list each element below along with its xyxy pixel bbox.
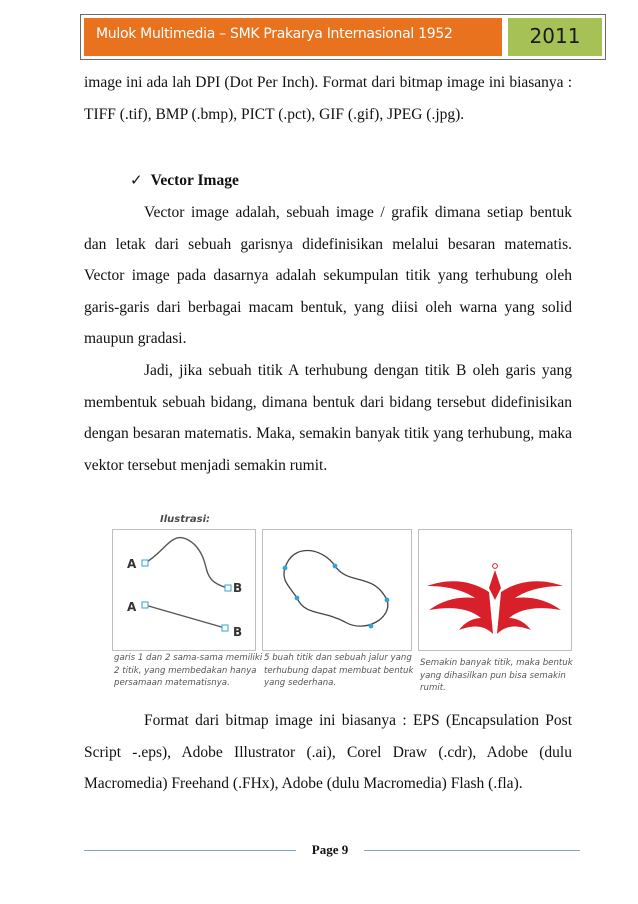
- caption-panel-lines: [114, 652, 274, 690]
- caption-line: 2 titik, yang membedakan hanya: [114, 665, 257, 676]
- caption-line: yang dihasilkan pun bisa semakin: [420, 670, 566, 681]
- caption-line: persamaan matematisnya.: [114, 678, 230, 688]
- paragraph-vector-points: Jadi, jika sebuah titik A terhubung dengan titik B oleh garis yang membentuk sebuah bidang, dimana bentuk dari bidang tersebut didefinisikan dengan besaran matematis. Maka, semakin banyak titik yang terhubung, maka vektor tersebut menjadi semakin rumit.: [84, 362, 572, 474]
- header-year: 2011: [529, 24, 581, 48]
- caption-line: 5 buah titik dan sebuah jalur yang: [264, 653, 412, 663]
- illustration-label: Ilustrasi:: [160, 514, 211, 525]
- caption-line: rumit.: [420, 683, 446, 693]
- illustration-panel-logo: [418, 529, 572, 651]
- winged-logo-figure: [419, 530, 571, 650]
- paragraph-vector-definition: Vector image adalah, sebuah image / grafik dimana setiap bentuk dan letak dari sebuah garisnya didefinisikan melalui besaran matematis. Vector image pada dasarnya adalah sekumpulan titik yang terhubung oleh garis-garis dari berbagai macam bentuk, yang diisi oleh warna yang solid maupun gradasi.: [84, 204, 572, 347]
- point-b-top: B: [233, 581, 243, 595]
- paragraph-vector-formats: Format dari bitmap image ini biasanya : EPS (Encapsulation Post Script -.eps), Adobe Illustrator (.ai), Corel Draw (.cdr), Adobe (dulu Macromedia) Freehand (.FHx), Adobe (dulu Macromedia) Flash (.fla).: [84, 712, 572, 792]
- header-title: Mulok Multimedia – SMK Prakarya Internasional 1952: [96, 26, 453, 42]
- point-a-bottom: A: [127, 600, 137, 614]
- illustration-panel-shape: [262, 529, 412, 651]
- closed-path-figure: [263, 530, 411, 650]
- caption-panel-logo: [420, 657, 580, 695]
- point-b-bottom: B: [233, 625, 243, 639]
- section-heading-vector-image: [130, 171, 239, 190]
- footer-divider-right: [364, 850, 580, 851]
- caption-line: terhubung dapat membuat bentuk: [264, 665, 414, 676]
- two-lines-figure: [113, 530, 255, 650]
- section-heading-label: Vector Image: [150, 172, 239, 189]
- illustration-panel-lines: [112, 529, 256, 651]
- footer-divider-left: [84, 850, 296, 851]
- caption-line: Semakin banyak titik, maka bentuk: [420, 658, 573, 668]
- checkmark-icon: ✓: [130, 171, 143, 189]
- caption-line: yang sederhana.: [264, 678, 337, 688]
- caption-panel-shape: [264, 652, 424, 690]
- page-number: Page 9: [311, 842, 349, 857]
- paragraph-bitmap-formats: image ini ada lah DPI (Dot Per Inch). Format dari bitmap image ini biasanya : TIFF (.tif), BMP (.bmp), PICT (.pct), GIF (.gif), JPEG (.jpg).: [84, 74, 572, 123]
- caption-line: garis 1 dan 2 sama-sama memiliki: [114, 653, 263, 663]
- point-a-top: A: [127, 557, 137, 571]
